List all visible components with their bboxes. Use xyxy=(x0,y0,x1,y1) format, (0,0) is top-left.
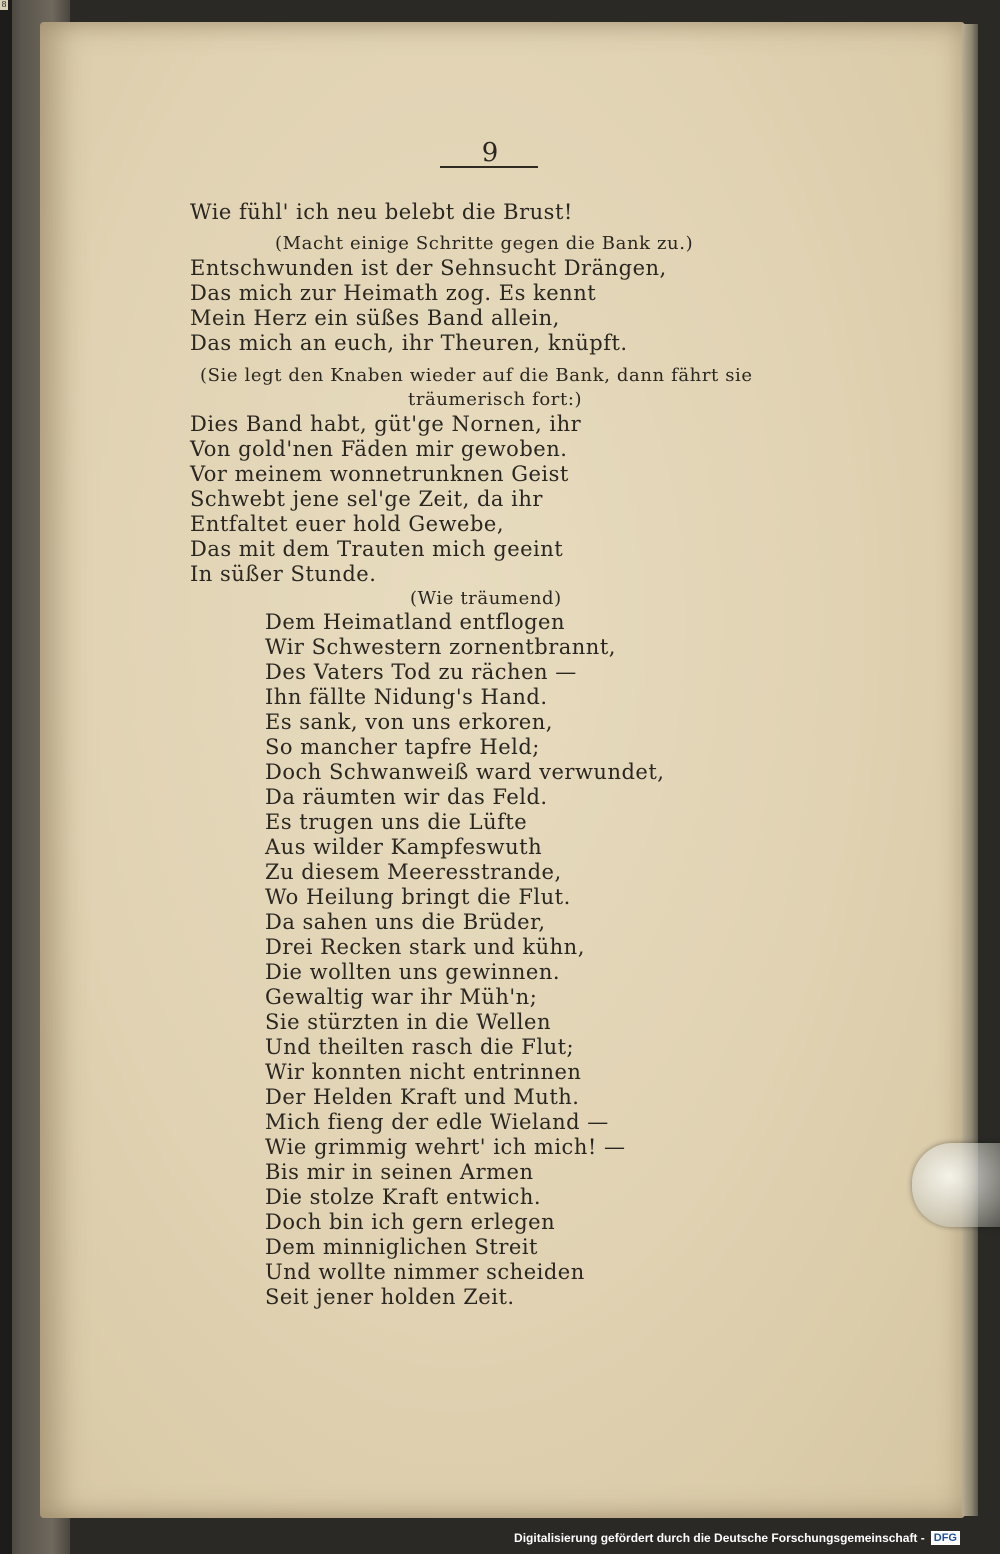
page-stack-edge xyxy=(962,24,978,1516)
verse-line: Es trugen uns die Lüfte xyxy=(265,810,528,834)
verse-line: Wo Heilung bringt die Flut. xyxy=(265,885,571,909)
verse-line: Die stolze Kraft entwich. xyxy=(265,1185,542,1209)
text-line: Das mich an euch, ihr Theuren, knüpft. xyxy=(190,331,628,355)
verse-line: Des Vaters Tod zu rächen — xyxy=(265,660,577,684)
verse-line: Da räumten wir das Feld. xyxy=(265,785,548,809)
text-line: Mein Herz ein süßes Band allein, xyxy=(190,306,560,330)
verse-line: Und wollte nimmer scheiden xyxy=(265,1260,585,1284)
dfg-logo: DFG xyxy=(931,1531,960,1545)
verse-line: Dem minniglichen Streit xyxy=(265,1235,538,1259)
stage-direction: (Sie legt den Knaben wieder auf die Bank, dann fährt sie xyxy=(200,365,753,386)
verse-line: Sie stürzten in die Wellen xyxy=(265,1010,551,1034)
text-line: Wie fühl' ich neu belebt die Brust! xyxy=(190,200,573,224)
digitization-credit xyxy=(514,1530,960,1546)
scan-corner-mark: 8 xyxy=(1,0,7,9)
text-line: Dies Band habt, güt'ge Nornen, ihr xyxy=(190,412,582,436)
text-line: In süßer Stunde. xyxy=(190,562,377,586)
page-number: 9 xyxy=(481,138,499,168)
text-line: Entfaltet euer hold Gewebe, xyxy=(190,512,505,536)
verse-line: Aus wilder Kampfeswuth xyxy=(265,835,543,859)
verse-line: Da sahen uns die Brüder, xyxy=(265,910,546,934)
stage-direction: (Macht einige Schritte gegen die Bank zu.) xyxy=(275,233,694,254)
text-line: Das mit dem Trauten mich geeint xyxy=(190,537,564,561)
verse-line: Wir konnten nicht entrinnen xyxy=(265,1060,582,1084)
verse-line: Doch Schwanweiß ward verwundet, xyxy=(265,760,665,784)
verse-line: Ihn fällte Nidung's Hand. xyxy=(265,685,548,709)
text-line: Von gold'nen Fäden mir gewoben. xyxy=(190,437,568,461)
page-number-rule xyxy=(440,166,538,168)
text-line: Vor meinem wonnetrunknen Geist xyxy=(190,462,569,486)
verse-line: Bis mir in seinen Armen xyxy=(265,1160,534,1184)
verse-line: Es sank, von uns erkoren, xyxy=(265,710,553,734)
verse-line: So mancher tapfre Held; xyxy=(265,735,540,759)
verse-line: Wir Schwestern zornentbrannt, xyxy=(265,635,616,659)
verse-line: Gewaltig war ihr Müh'n; xyxy=(265,985,538,1009)
credit-text: Digitalisierung gefördert durch die Deutsche Forschungsgemeinschaft - xyxy=(514,1531,925,1545)
verse-line: Seit jener holden Zeit. xyxy=(265,1285,515,1309)
verse-line: Wie grimmig wehrt' ich mich! — xyxy=(265,1135,626,1159)
stage-direction: träumerisch fort:) xyxy=(408,389,583,410)
stage-direction: (Wie träumend) xyxy=(410,588,562,609)
verse-line: Dem Heimatland entflogen xyxy=(265,610,565,634)
verse-line: Die wollten uns gewinnen. xyxy=(265,960,561,984)
text-line: Schwebt jene sel'ge Zeit, da ihr xyxy=(190,487,543,511)
text-line: Entschwunden ist der Sehnsucht Drängen, xyxy=(190,256,667,280)
verse-line: Doch bin ich gern erlegen xyxy=(265,1210,556,1234)
verse-line: Der Helden Kraft und Muth. xyxy=(265,1085,580,1109)
page-clip xyxy=(912,1143,1000,1227)
verse-line: Zu diesem Meeresstrande, xyxy=(265,860,562,884)
text-line: Das mich zur Heimath zog. Es kennt xyxy=(190,281,597,305)
book-gutter xyxy=(0,0,12,1554)
verse-line: Und theilten rasch die Flut; xyxy=(265,1035,575,1059)
verse-line: Drei Recken stark und kühn, xyxy=(265,935,585,959)
verse-line: Mich fieng der edle Wieland — xyxy=(265,1110,609,1134)
